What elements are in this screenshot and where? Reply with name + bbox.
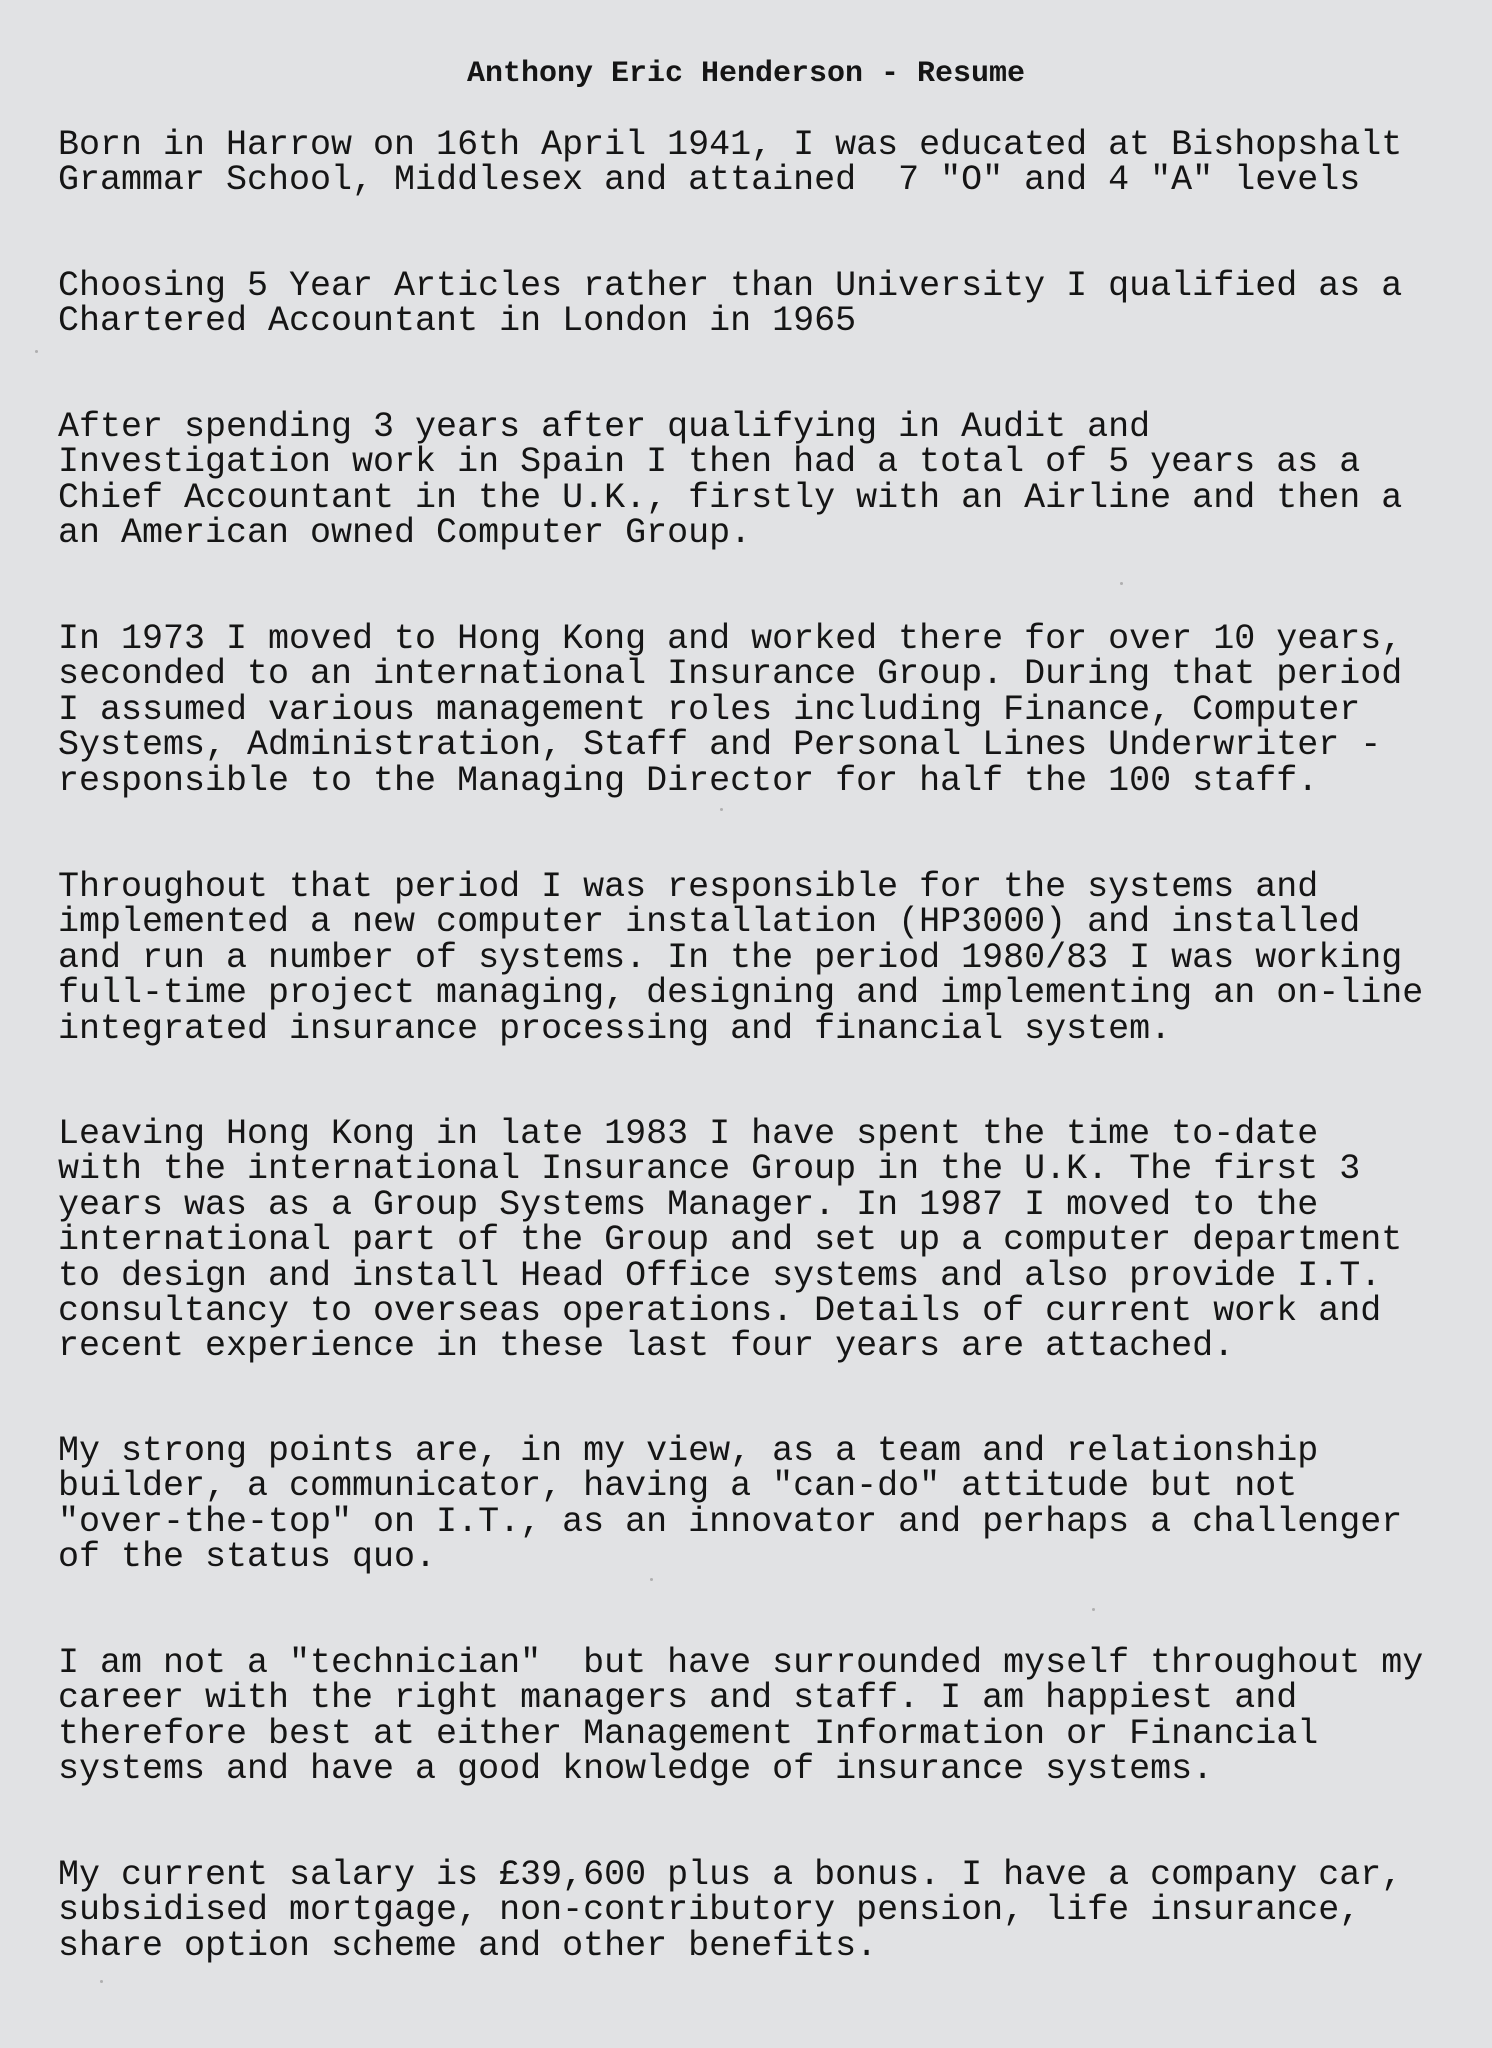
scan-speck — [1120, 582, 1123, 585]
text-line: international part of the Group and set up a computer department — [58, 1220, 1403, 1261]
text-line: systems and have a good knowledge of insurance systems. — [58, 1749, 1214, 1790]
paragraph-qualification — [58, 266, 1403, 342]
resume-title: Anthony Eric Henderson - Resume — [466, 57, 1026, 91]
text-line: recent experience in these last four years are attached. — [58, 1326, 1235, 1367]
paragraph-systems — [58, 867, 1424, 1049]
text-line: "over-the-top" on I.T., as an innovator and perhaps a challenger — [58, 1501, 1403, 1542]
text-line: Grammar School, Middlesex and attained 7 "O" and 4 "A" levels — [58, 160, 1361, 201]
text-line: Systems, Administration, Staff and Personal Lines Underwriter - — [58, 725, 1382, 766]
text-line: Investigation work in Spain I then had a total of 5 years as a — [58, 442, 1361, 483]
paragraph-education — [58, 125, 1403, 201]
text-line: Throughout that period I was responsible for the systems and — [58, 867, 1319, 907]
text-line: seconded to an international Insurance Group. During that period — [58, 654, 1403, 695]
scan-speck — [35, 350, 38, 353]
text-line: I assumed various management roles including Finance, Computer — [58, 689, 1361, 730]
paragraph-uk-career — [58, 1114, 1403, 1367]
scan-speck — [1092, 1608, 1095, 1611]
text-line: full-time project managing, designing and implementing an on-line — [58, 973, 1424, 1014]
text-line: Chief Accountant in the U.K., firstly with an Airline and then a — [58, 477, 1403, 518]
text-line: builder, a communicator, having a "can-do" attitude but not — [58, 1466, 1298, 1507]
paragraph-salary — [58, 1855, 1403, 1966]
text-line: implemented a new computer installation (HP3000) and installed — [58, 902, 1361, 943]
paragraph-technician — [58, 1643, 1424, 1790]
text-line: In 1973 I moved to Hong Kong and worked there for over 10 years, — [58, 619, 1403, 659]
text-line: My strong points are, in my view, as a team and relationship — [58, 1431, 1319, 1471]
text-line: Chartered Accountant in London in 1965 — [58, 301, 857, 342]
scan-speck — [720, 808, 723, 811]
text-line: responsible to the Managing Director for half the 100 staff. — [58, 760, 1319, 801]
text-line: of the status quo. — [58, 1537, 437, 1578]
paragraph-strong-points — [58, 1431, 1403, 1578]
scan-speck — [100, 1980, 103, 1983]
text-line: therefore best at either Management Information or Financial — [58, 1713, 1319, 1754]
paragraph-hong-kong — [58, 619, 1403, 801]
text-line: Choosing 5 Year Articles rather than University I qualified as a — [58, 266, 1403, 306]
text-line: to design and install Head Office systems and also provide I.T. — [58, 1255, 1382, 1296]
paragraph-early-career — [58, 407, 1403, 554]
text-line: share option scheme and other benefits. — [58, 1925, 878, 1966]
text-line: consultancy to overseas operations. Details of current work and — [58, 1290, 1382, 1331]
text-line: career with the right managers and staff. I am happiest and — [58, 1678, 1298, 1719]
text-line: years was as a Group Systems Manager. In 1987 I moved to the — [58, 1184, 1319, 1225]
text-line: Leaving Hong Kong in late 1983 I have spent the time to-date — [58, 1114, 1319, 1154]
text-line: integrated insurance processing and financial system. — [58, 1008, 1172, 1049]
scan-speck — [650, 1578, 653, 1581]
text-line: After spending 3 years after qualifying in Audit and — [58, 407, 1151, 447]
text-line: Born in Harrow on 16th April 1941, I was educated at Bishopshalt — [58, 125, 1403, 165]
text-line: with the international Insurance Group in the U.K. The first 3 — [58, 1149, 1361, 1190]
text-line: I am not a "technician" but have surrounded myself throughout my — [58, 1643, 1424, 1683]
text-line: subsidised mortgage, non-contributory pension, life insurance, — [58, 1890, 1361, 1931]
text-line: My current salary is £39,600 plus a bonus. I have a company car, — [58, 1855, 1403, 1895]
text-line: and run a number of systems. In the period 1980/83 I was working — [58, 937, 1403, 978]
text-line: an American owned Computer Group. — [58, 513, 752, 554]
